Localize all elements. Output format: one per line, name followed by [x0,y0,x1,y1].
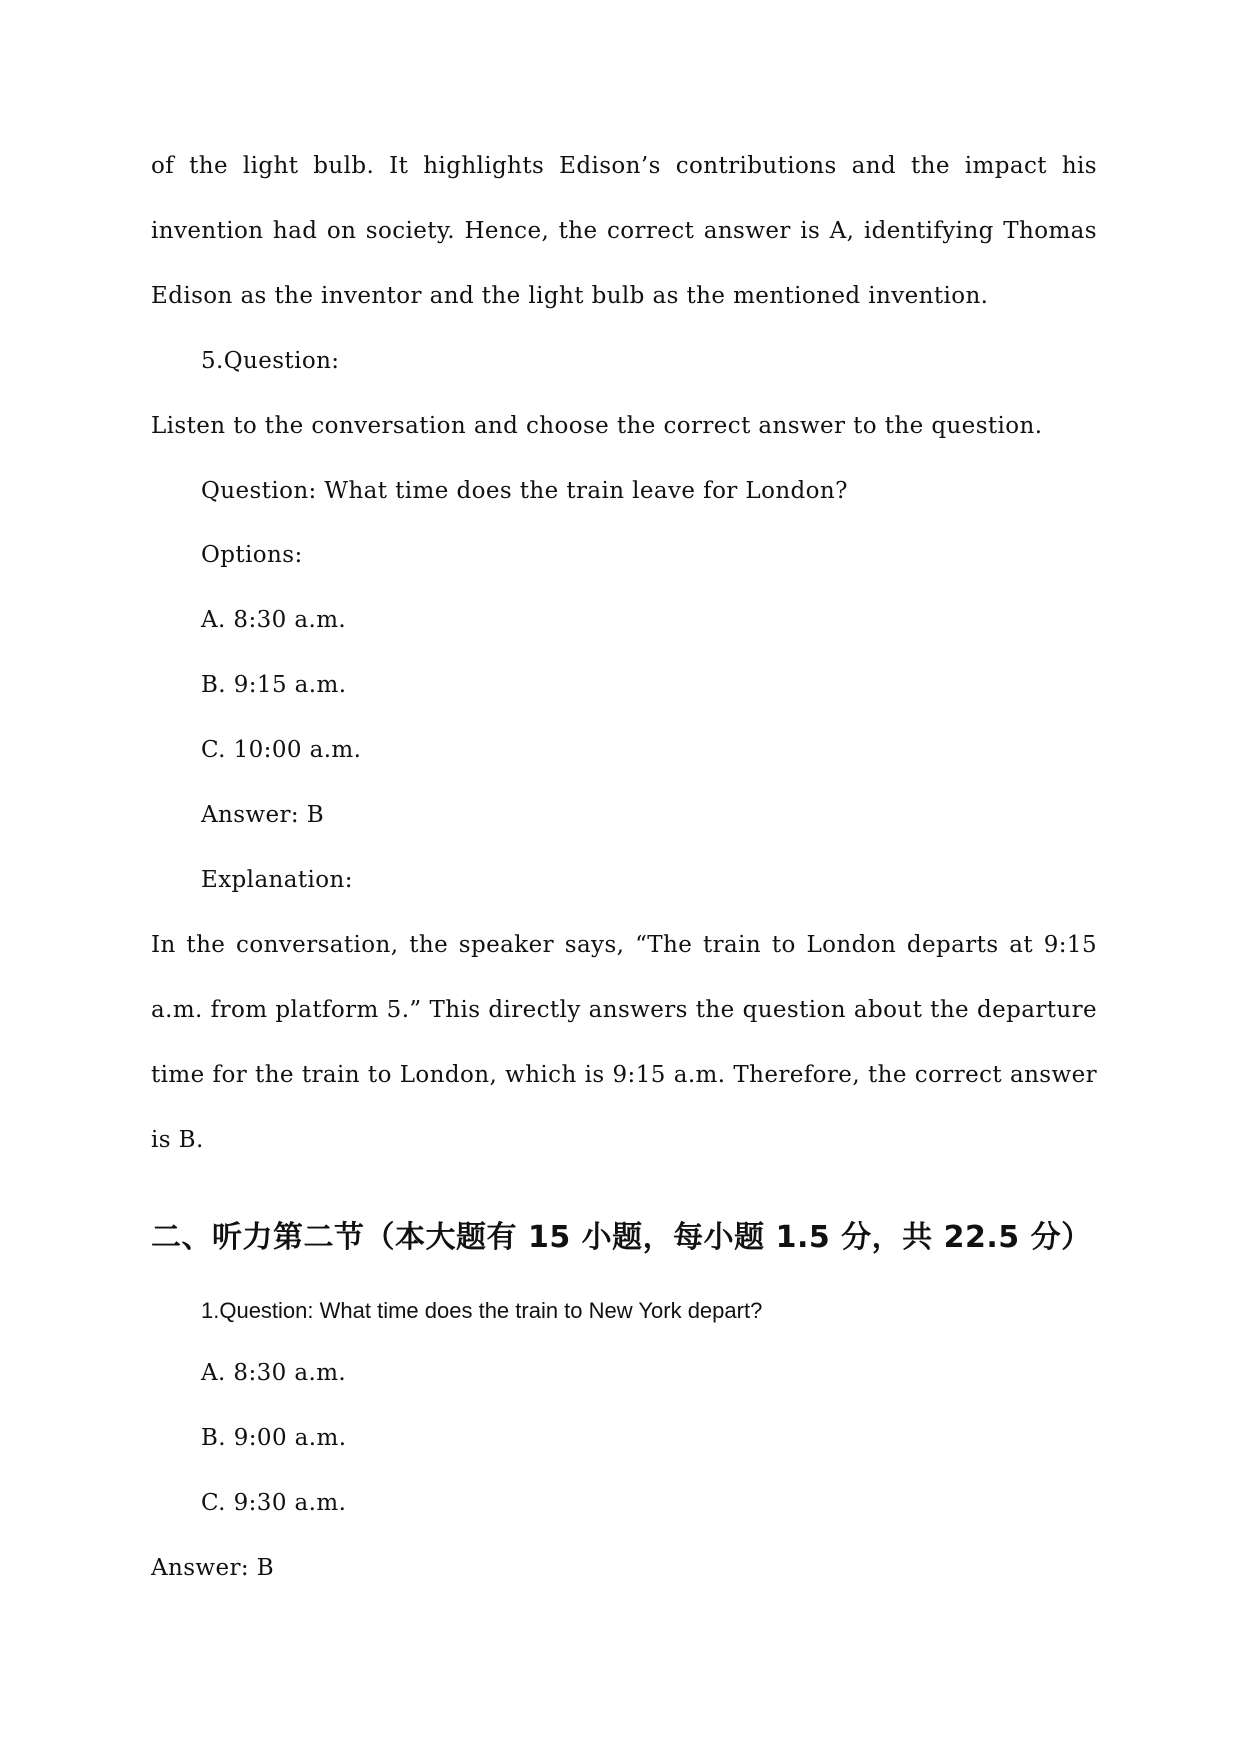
options-label: Options: [201,542,303,568]
explanation-line-1: of the light bulb. It highlights Edison’s contributions and the impact his [151,153,1097,179]
section2-answer: Answer: B [151,1555,275,1581]
explanation-line-3: Edison as the inventor and the light bulb as the mentioned invention. [151,283,989,309]
explanation-label: Explanation: [201,867,353,893]
explanation-body-line-4: is B. [151,1127,204,1153]
option-a: A. 8:30 a.m. [201,607,347,633]
question-text: Question: What time does the train leave for London? [201,478,848,504]
section-heading: 二、听力第二节（本大题有 15 小题，每小题 1.5 分，共 22.5 分） [151,1220,1092,1255]
explanation-body-line-2: a.m. from platform 5.” This directly answers the question about the departure [151,997,1097,1023]
explanation-line-2: invention had on society. Hence, the correct answer is A, identifying Thomas [151,218,1097,244]
answer: Answer: B [201,802,325,828]
explanation-body-line-3: time for the train to London, which is 9:15 a.m. Therefore, the correct answer [151,1062,1097,1088]
explanation-body-line-1: In the conversation, the speaker says, “The train to London departs at 9:15 [151,932,1097,958]
section2-option-a: A. 8:30 a.m. [201,1360,347,1386]
question-number-label: 5.Question: [201,348,340,374]
option-b: B. 9:15 a.m. [201,672,347,698]
section2-option-b: B. 9:00 a.m. [201,1425,347,1451]
question-instruction: Listen to the conversation and choose the correct answer to the question. [151,413,1043,439]
section2-option-c: C. 9:30 a.m. [201,1490,347,1516]
option-c: C. 10:00 a.m. [201,737,362,763]
section2-question-1: 1.Question: What time does the train to New York depart? [201,1298,763,1323]
